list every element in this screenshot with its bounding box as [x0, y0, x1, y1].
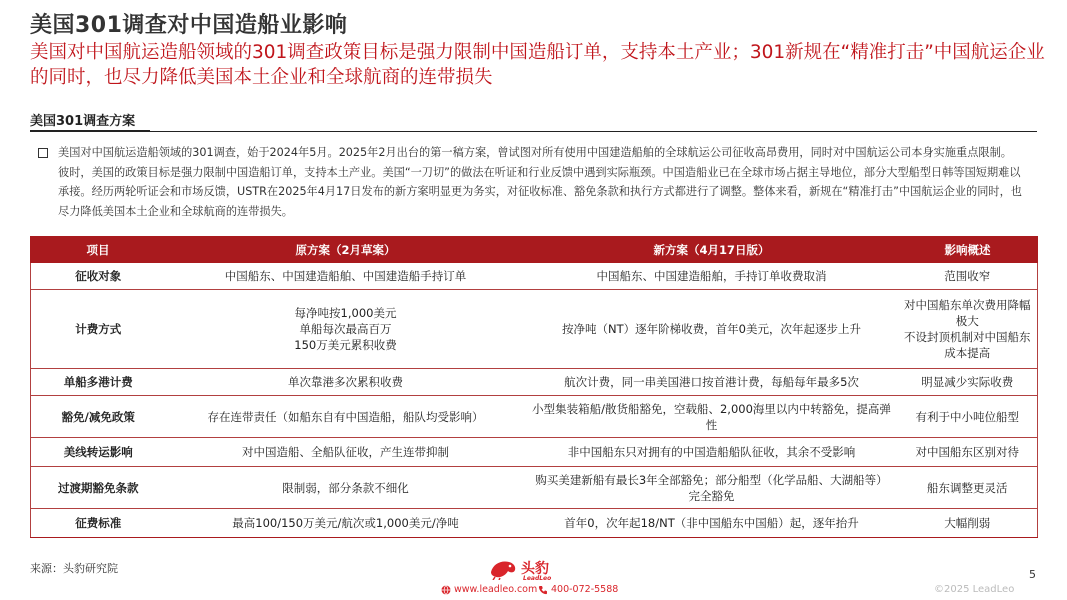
cell-impact: 对中国船东区别对待 [898, 438, 1038, 467]
cell-impact: 大幅削弱 [898, 509, 1038, 538]
table-row [31, 290, 1038, 369]
leopard-logo-icon [489, 558, 517, 580]
table-row [31, 467, 1038, 509]
table-header-row [31, 237, 1038, 263]
cell-revised: 小型集装箱船/散货船豁免，空载船、2,000海里以内中转豁免，提高弹性 [526, 396, 898, 438]
cell-revised: 按净吨（NT）逐年阶梯收费，首年0美元，次年起逐步上升 [526, 290, 898, 369]
website-text: www.leadleo.com [454, 584, 538, 595]
table-row [31, 263, 1038, 290]
cell-item: 计费方式 [31, 290, 166, 369]
website-link[interactable] [441, 584, 537, 595]
cell-item: 征费标准 [31, 509, 166, 538]
section-divider-accent [30, 130, 150, 132]
cell-item: 过渡期豁免条款 [31, 467, 166, 509]
phone-icon [538, 585, 548, 595]
table-row [31, 438, 1038, 467]
cell-original: 存在连带责任（如船东自有中国造船，船队均受影响） [166, 396, 526, 438]
section-divider [30, 131, 1037, 132]
cell-item: 豁免/减免政策 [31, 396, 166, 438]
checkbox-bullet-icon [38, 148, 48, 158]
brand-name-en: LeadLeo [523, 575, 552, 582]
cell-original: 最高100/150万美元/航次或1,000美元/净吨 [166, 509, 526, 538]
source-note: 来源：头豹研究院 [30, 562, 118, 575]
header-revised: 新方案（4月17日版） [526, 237, 898, 263]
cell-original: 中国船东、中国建造船舶、中国建造船手持订单 [166, 263, 526, 290]
cell-impact: 对中国船东单次费用降幅极大 不设封顶机制对中国船东成本提高 [898, 290, 1038, 369]
cell-revised: 购买美建新船有最长3年全部豁免；部分船型（化学品船、大湖船等）完全豁免 [526, 467, 898, 509]
cell-revised: 航次计费，同一串美国港口按首港计费，每船每年最多5次 [526, 369, 898, 396]
cell-original: 限制弱，部分条款不细化 [166, 467, 526, 509]
page-number: 5 [1029, 568, 1036, 581]
page-subtitle: 美国对中国航运造船领域的301调查政策目标是强力限制中国造船订单，支持本土产业；301新规在“精准打击”中国航运企业的同时，也尽力降低美国本土企业和全球航商的连带损失 [30, 42, 1045, 88]
table-row [31, 396, 1038, 438]
cell-revised: 首年0，次年起18/NT（非中国船东中国船）起，逐年抬升 [526, 509, 898, 538]
cell-impact: 明显减少实际收费 [898, 369, 1038, 396]
copyright-text: ©2025 LeadLeo [934, 584, 1015, 595]
cell-original: 对中国造船、全船队征收，产生连带抑制 [166, 438, 526, 467]
table-row [31, 509, 1038, 538]
cell-revised: 非中国船东只对拥有的中国造船船队征收，其余不受影响 [526, 438, 898, 467]
cell-impact: 船东调整更灵活 [898, 467, 1038, 509]
section-heading: 美国301调查方案 [30, 114, 136, 129]
brand-name-cn: 头豹 [521, 561, 549, 577]
cell-impact: 范围收窄 [898, 263, 1038, 290]
table-row [31, 369, 1038, 396]
cell-item: 美线转运影响 [31, 438, 166, 467]
cell-original: 单次靠港多次累积收费 [166, 369, 526, 396]
header-item: 项目 [31, 237, 166, 263]
cell-item: 单船多港计费 [31, 369, 166, 396]
header-original: 原方案（2月草案） [166, 237, 526, 263]
phone-text: 400-072-5588 [551, 584, 619, 595]
cell-original: 每净吨按1,000美元 单船每次最高百万 150万美元累积收费 [166, 290, 526, 369]
intro-paragraph: 美国对中国航运造船领域的301调查，始于2024年5月。2025年2月出台的第一稿方案，曾试图对所有使用中国建造船舶的全球航运公司征收高昂费用，同时对中国航运公司本身实施重点限制。彼时，美国的政策目标是强力限制中国造船订单，支持本土产业。美国“一刀切”的做法在听证和行业反馈中遇到实际瓶颈。中国造船业已在全球市场占据主导地位，部分大型船型日韩等国短期难以承接。经历两轮听证会和市场反馈，USTR在2025年4月17日发布的新方案明显更为务实，对征收标准、豁免条款和执行方式都进行了调整。整体来看，新规在“精准打击”中国航运企业的同时，也尽力降低美国本土企业和全球航商的连带损失。 [58, 146, 1022, 218]
comparison-table [30, 236, 1038, 538]
phone-link[interactable] [538, 584, 618, 595]
cell-revised: 中国船东、中国建造船舶，手持订单收费取消 [526, 263, 898, 290]
cell-item: 征收对象 [31, 263, 166, 290]
page-title: 美国301调查对中国造船业影响 [30, 13, 348, 38]
header-impact: 影响概述 [898, 237, 1038, 263]
globe-icon [441, 585, 451, 595]
cell-impact: 有利于中小吨位船型 [898, 396, 1038, 438]
